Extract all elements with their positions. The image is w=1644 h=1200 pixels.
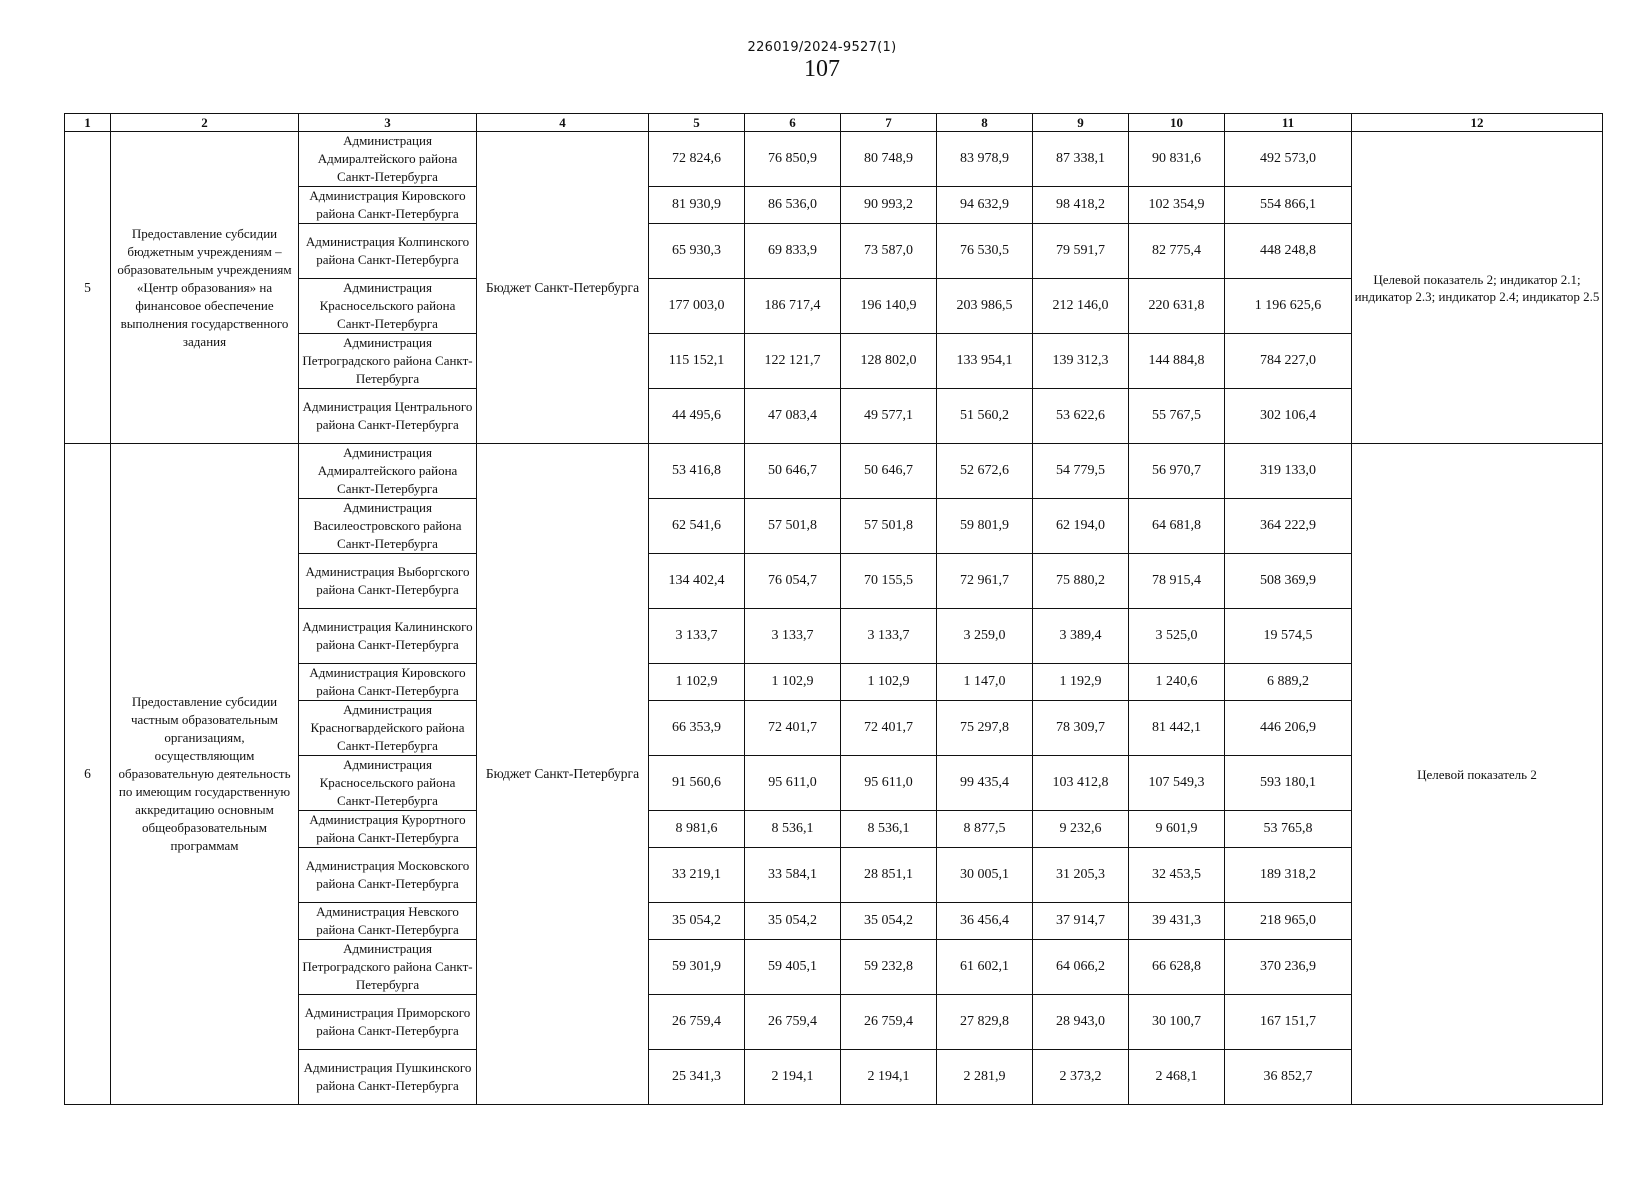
value-cell: 554 866,1 — [1225, 187, 1352, 224]
value-cell: 44 495,6 — [649, 389, 745, 444]
value-cell: 212 146,0 — [1033, 279, 1129, 334]
row-number-cell: 6 — [65, 444, 111, 1105]
value-cell: 36 456,4 — [937, 903, 1033, 940]
value-cell: 61 602,1 — [937, 940, 1033, 995]
administrator-cell: Администрация Пушкинского района Санкт-Петербурга — [299, 1050, 477, 1105]
administrator-cell: Администрация Невского района Санкт-Петербурга — [299, 903, 477, 940]
funding-source-cell: Бюджет Санкт-Петербурга — [477, 132, 649, 444]
value-cell: 30 100,7 — [1129, 995, 1225, 1050]
administrator-cell: Администрация Кировского района Санкт-Петербурга — [299, 187, 477, 224]
value-cell: 8 877,5 — [937, 811, 1033, 848]
value-cell: 66 353,9 — [649, 701, 745, 756]
value-cell: 30 005,1 — [937, 848, 1033, 903]
value-cell: 33 584,1 — [745, 848, 841, 903]
column-header: 7 — [841, 114, 937, 132]
value-cell: 128 802,0 — [841, 334, 937, 389]
value-cell: 32 453,5 — [1129, 848, 1225, 903]
value-cell: 134 402,4 — [649, 554, 745, 609]
administrator-cell: Администрация Василеостровского района Санкт-Петербурга — [299, 499, 477, 554]
value-cell: 1 240,6 — [1129, 664, 1225, 701]
value-cell: 64 066,2 — [1033, 940, 1129, 995]
value-cell: 302 106,4 — [1225, 389, 1352, 444]
value-cell: 35 054,2 — [649, 903, 745, 940]
value-cell: 28 851,1 — [841, 848, 937, 903]
value-cell: 370 236,9 — [1225, 940, 1352, 995]
value-cell: 72 824,6 — [649, 132, 745, 187]
value-cell: 87 338,1 — [1033, 132, 1129, 187]
value-cell: 3 133,7 — [649, 609, 745, 664]
value-cell: 52 672,6 — [937, 444, 1033, 499]
value-cell: 64 681,8 — [1129, 499, 1225, 554]
value-cell: 69 833,9 — [745, 224, 841, 279]
column-header: 8 — [937, 114, 1033, 132]
administrator-cell: Администрация Петроградского района Санкт-Петербурга — [299, 940, 477, 995]
value-cell: 99 435,4 — [937, 756, 1033, 811]
value-cell: 26 759,4 — [649, 995, 745, 1050]
value-cell: 81 930,9 — [649, 187, 745, 224]
value-cell: 27 829,8 — [937, 995, 1033, 1050]
value-cell: 78 309,7 — [1033, 701, 1129, 756]
value-cell: 95 611,0 — [745, 756, 841, 811]
value-cell: 8 981,6 — [649, 811, 745, 848]
administrator-cell: Администрация Красносельского района Санкт-Петербурга — [299, 756, 477, 811]
administrator-cell: Администрация Петроградского района Санкт-Петербурга — [299, 334, 477, 389]
value-cell: 72 401,7 — [841, 701, 937, 756]
value-cell: 19 574,5 — [1225, 609, 1352, 664]
column-header: 2 — [111, 114, 299, 132]
value-cell: 59 301,9 — [649, 940, 745, 995]
value-cell: 203 986,5 — [937, 279, 1033, 334]
value-cell: 6 889,2 — [1225, 664, 1352, 701]
column-number-row — [65, 114, 1603, 132]
table-body — [65, 132, 1603, 1105]
value-cell: 319 133,0 — [1225, 444, 1352, 499]
value-cell: 3 525,0 — [1129, 609, 1225, 664]
value-cell: 133 954,1 — [937, 334, 1033, 389]
value-cell: 50 646,7 — [841, 444, 937, 499]
measure-description-cell: Предоставление субсидии частным образовательным организациям, осуществляющим образовательную деятельность по имеющим государственную аккредитацию основным общеобразовательным программам — [111, 444, 299, 1105]
value-cell: 107 549,3 — [1129, 756, 1225, 811]
value-cell: 81 442,1 — [1129, 701, 1225, 756]
value-cell: 95 611,0 — [841, 756, 937, 811]
value-cell: 144 884,8 — [1129, 334, 1225, 389]
value-cell: 3 133,7 — [841, 609, 937, 664]
value-cell: 80 748,9 — [841, 132, 937, 187]
column-header: 4 — [477, 114, 649, 132]
value-cell: 2 281,9 — [937, 1050, 1033, 1105]
value-cell: 94 632,9 — [937, 187, 1033, 224]
value-cell: 1 102,9 — [841, 664, 937, 701]
value-cell: 39 431,3 — [1129, 903, 1225, 940]
value-cell: 103 412,8 — [1033, 756, 1129, 811]
value-cell: 51 560,2 — [937, 389, 1033, 444]
value-cell: 3 133,7 — [745, 609, 841, 664]
value-cell: 3 389,4 — [1033, 609, 1129, 664]
value-cell: 2 468,1 — [1129, 1050, 1225, 1105]
value-cell: 36 852,7 — [1225, 1050, 1352, 1105]
value-cell: 177 003,0 — [649, 279, 745, 334]
value-cell: 90 831,6 — [1129, 132, 1225, 187]
value-cell: 75 297,8 — [937, 701, 1033, 756]
value-cell: 167 151,7 — [1225, 995, 1352, 1050]
column-header: 10 — [1129, 114, 1225, 132]
value-cell: 102 354,9 — [1129, 187, 1225, 224]
value-cell: 189 318,2 — [1225, 848, 1352, 903]
administrator-cell: Администрация Колпинского района Санкт-Петербурга — [299, 224, 477, 279]
value-cell: 98 418,2 — [1033, 187, 1129, 224]
column-header: 6 — [745, 114, 841, 132]
value-cell: 1 196 625,6 — [1225, 279, 1352, 334]
value-cell: 70 155,5 — [841, 554, 937, 609]
value-cell: 1 102,9 — [649, 664, 745, 701]
value-cell: 53 765,8 — [1225, 811, 1352, 848]
value-cell: 35 054,2 — [841, 903, 937, 940]
value-cell: 76 850,9 — [745, 132, 841, 187]
administrator-cell: Администрация Красногвардейского района Санкт-Петербурга — [299, 701, 477, 756]
value-cell: 59 232,8 — [841, 940, 937, 995]
administrator-cell: Администрация Приморского района Санкт-Петербурга — [299, 995, 477, 1050]
value-cell: 86 536,0 — [745, 187, 841, 224]
column-header: 11 — [1225, 114, 1352, 132]
value-cell: 784 227,0 — [1225, 334, 1352, 389]
table-row — [65, 132, 1603, 187]
value-cell: 76 054,7 — [745, 554, 841, 609]
value-cell: 72 961,7 — [937, 554, 1033, 609]
value-cell: 33 219,1 — [649, 848, 745, 903]
value-cell: 72 401,7 — [745, 701, 841, 756]
value-cell: 47 083,4 — [745, 389, 841, 444]
value-cell: 37 914,7 — [1033, 903, 1129, 940]
value-cell: 65 930,3 — [649, 224, 745, 279]
value-cell: 122 121,7 — [745, 334, 841, 389]
value-cell: 220 631,8 — [1129, 279, 1225, 334]
administrator-cell: Администрация Выборгского района Санкт-Петербурга — [299, 554, 477, 609]
column-header: 1 — [65, 114, 111, 132]
administrator-cell: Администрация Адмиралтейского района Санкт-Петербурга — [299, 132, 477, 187]
value-cell: 492 573,0 — [1225, 132, 1352, 187]
administrator-cell: Администрация Кировского района Санкт-Петербурга — [299, 664, 477, 701]
value-cell: 28 943,0 — [1033, 995, 1129, 1050]
value-cell: 186 717,4 — [745, 279, 841, 334]
value-cell: 90 993,2 — [841, 187, 937, 224]
value-cell: 8 536,1 — [841, 811, 937, 848]
administrator-cell: Администрация Адмиралтейского района Санкт-Петербурга — [299, 444, 477, 499]
value-cell: 82 775,4 — [1129, 224, 1225, 279]
value-cell: 62 194,0 — [1033, 499, 1129, 554]
value-cell: 508 369,9 — [1225, 554, 1352, 609]
value-cell: 139 312,3 — [1033, 334, 1129, 389]
administrator-cell: Администрация Красносельского района Санкт-Петербурга — [299, 279, 477, 334]
value-cell: 49 577,1 — [841, 389, 937, 444]
value-cell: 1 102,9 — [745, 664, 841, 701]
value-cell: 59 801,9 — [937, 499, 1033, 554]
value-cell: 62 541,6 — [649, 499, 745, 554]
value-cell: 76 530,5 — [937, 224, 1033, 279]
value-cell: 364 222,9 — [1225, 499, 1352, 554]
target-indicator-cell: Целевой показатель 2; индикатор 2.1; индикатор 2.3; индикатор 2.4; индикатор 2.5 — [1352, 132, 1603, 444]
value-cell: 57 501,8 — [745, 499, 841, 554]
document-id: 226019/2024-9527(1) — [747, 40, 897, 55]
column-header: 5 — [649, 114, 745, 132]
value-cell: 448 248,8 — [1225, 224, 1352, 279]
funding-source-cell: Бюджет Санкт-Петербурга — [477, 444, 649, 1105]
measure-description-cell: Предоставление субсидии бюджетным учреждениям – образовательным учреждениям «Центр образования» на финансовое обеспечение выполнения государственного задания — [111, 132, 299, 444]
page-number: 107 — [804, 56, 840, 82]
value-cell: 26 759,4 — [745, 995, 841, 1050]
row-number-cell: 5 — [65, 132, 111, 444]
value-cell: 9 601,9 — [1129, 811, 1225, 848]
value-cell: 196 140,9 — [841, 279, 937, 334]
value-cell: 83 978,9 — [937, 132, 1033, 187]
value-cell: 2 373,2 — [1033, 1050, 1129, 1105]
value-cell: 53 416,8 — [649, 444, 745, 499]
value-cell: 55 767,5 — [1129, 389, 1225, 444]
value-cell: 73 587,0 — [841, 224, 937, 279]
value-cell: 3 259,0 — [937, 609, 1033, 664]
administrator-cell: Администрация Калининского района Санкт-Петербурга — [299, 609, 477, 664]
value-cell: 9 232,6 — [1033, 811, 1129, 848]
budget-table — [64, 113, 1603, 1105]
value-cell: 54 779,5 — [1033, 444, 1129, 499]
value-cell: 50 646,7 — [745, 444, 841, 499]
value-cell: 56 970,7 — [1129, 444, 1225, 499]
value-cell: 218 965,0 — [1225, 903, 1352, 940]
value-cell: 2 194,1 — [745, 1050, 841, 1105]
administrator-cell: Администрация Курортного района Санкт-Петербурга — [299, 811, 477, 848]
value-cell: 115 152,1 — [649, 334, 745, 389]
value-cell: 75 880,2 — [1033, 554, 1129, 609]
value-cell: 593 180,1 — [1225, 756, 1352, 811]
value-cell: 26 759,4 — [841, 995, 937, 1050]
value-cell: 25 341,3 — [649, 1050, 745, 1105]
administrator-cell: Администрация Московского района Санкт-Петербурга — [299, 848, 477, 903]
target-indicator-cell: Целевой показатель 2 — [1352, 444, 1603, 1105]
administrator-cell: Администрация Центрального района Санкт-Петербурга — [299, 389, 477, 444]
column-header: 3 — [299, 114, 477, 132]
value-cell: 1 192,9 — [1033, 664, 1129, 701]
column-header: 12 — [1352, 114, 1603, 132]
column-header: 9 — [1033, 114, 1129, 132]
value-cell: 31 205,3 — [1033, 848, 1129, 903]
table-row — [65, 444, 1603, 499]
value-cell: 2 194,1 — [841, 1050, 937, 1105]
value-cell: 59 405,1 — [745, 940, 841, 995]
value-cell: 8 536,1 — [745, 811, 841, 848]
value-cell: 1 147,0 — [937, 664, 1033, 701]
value-cell: 78 915,4 — [1129, 554, 1225, 609]
value-cell: 53 622,6 — [1033, 389, 1129, 444]
value-cell: 79 591,7 — [1033, 224, 1129, 279]
value-cell: 91 560,6 — [649, 756, 745, 811]
value-cell: 446 206,9 — [1225, 701, 1352, 756]
value-cell: 35 054,2 — [745, 903, 841, 940]
value-cell: 66 628,8 — [1129, 940, 1225, 995]
value-cell: 57 501,8 — [841, 499, 937, 554]
